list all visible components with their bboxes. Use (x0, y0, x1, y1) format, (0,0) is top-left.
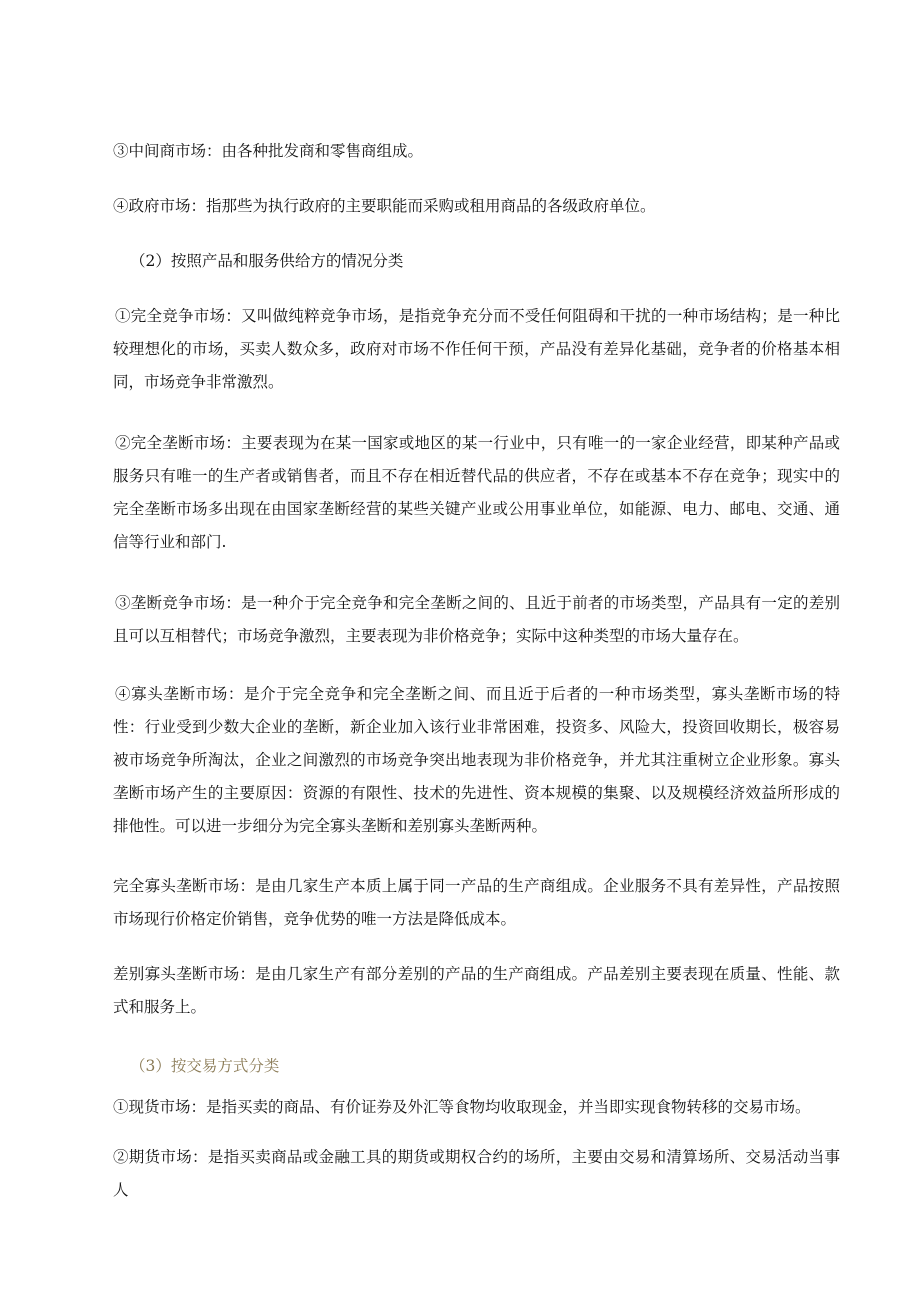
paragraph-oligopoly: ④寡头垄断市场：是介于完全竞争和完全垄断之间、而且近于后者的一种市场类型，寡头垄断市场的特性：行业受到少数大企业的垄断，新企业加入该行业非常困难，投资多、风险大，投资回收期长，极容易被市场竞争所淘汰，企业之间激烈的市场竞争突出地表现为非价格竞争，并尤其注重树立企业形象。寡头垄断市场产生的主要原因：资源的有限性、技术的先进性、资本规模的集聚、以及规模经济效益所形成的排他性。可以进一步细分为完全寡头垄断和差别寡头垄断两种。 (113, 685, 840, 835)
paragraph-government-market: ④政府市场：指那些为执行政府的主要职能而采购或租用商品的各级政府单位。 (113, 197, 656, 215)
paragraph-differentiated-oligopoly: 差别寡头垄断市场：是由几家生产有部分差别的产品的生产商组成。产品差别主要表现在质量、性能、款式和服务上。 (113, 965, 840, 1016)
paragraph-monopolistic-competition: ③垄断竞争市场：是一种介于完全竞争和完全垄断之间的、且近于前者的市场类型，产品具有一定的差别且可以互相替代；市场竞争激烈，主要表现为非价格竞争；实际中这种类型的市场大量存在。 (113, 594, 840, 645)
section-heading-supply: （2）按照产品和服务供给方的情况分类 (130, 252, 404, 270)
paragraph-intermediary-market: ③中间商市场：由各种批发商和零售商组成。 (113, 142, 424, 160)
section-heading-transaction: （3）按交易方式分类 (130, 1057, 280, 1075)
paragraph-perfect-competition: ①完全竞争市场：又叫做纯粹竞争市场，是指竞争充分而不受任何阻碍和干扰的一种市场结构；是一种比较理想化的市场，买卖人数众多，政府对市场不作任何干预，产品没有差异化基础，竞争者的价格基本相同，市场竞争非常激烈。 (113, 307, 840, 391)
paragraph-futures-market: ②期货市场：是指买卖商品或金融工具的期货或期权合约的场所，主要由交易和清算场所、交易活动当事人 (113, 1148, 840, 1199)
paragraph-spot-market: ①现货市场：是指买卖的商品、有价证券及外汇等食物均收取现金，并当即实现食物转移的交易市场。 (113, 1098, 811, 1116)
paragraph-perfect-monopoly: ②完全垄断市场：主要表现为在某一国家或地区的某一行业中，只有唯一的一家企业经营，即某种产品或服务只有唯一的生产者或销售者，而且不存在相近替代品的供应者，不存在或基本不存在竞争；现实中的完全垄断市场多出现在由国家垄断经营的某些关键产业或公用事业单位，如能源、电力、邮电、交通、通信等行业和部门. (113, 434, 840, 551)
paragraph-pure-oligopoly: 完全寡头垄断市场：是由几家生产本质上属于同一产品的生产商组成。企业服务不具有差异性，产品按照市场现行价格定价销售，竞争优势的唯一方法是降低成本。 (113, 877, 840, 928)
